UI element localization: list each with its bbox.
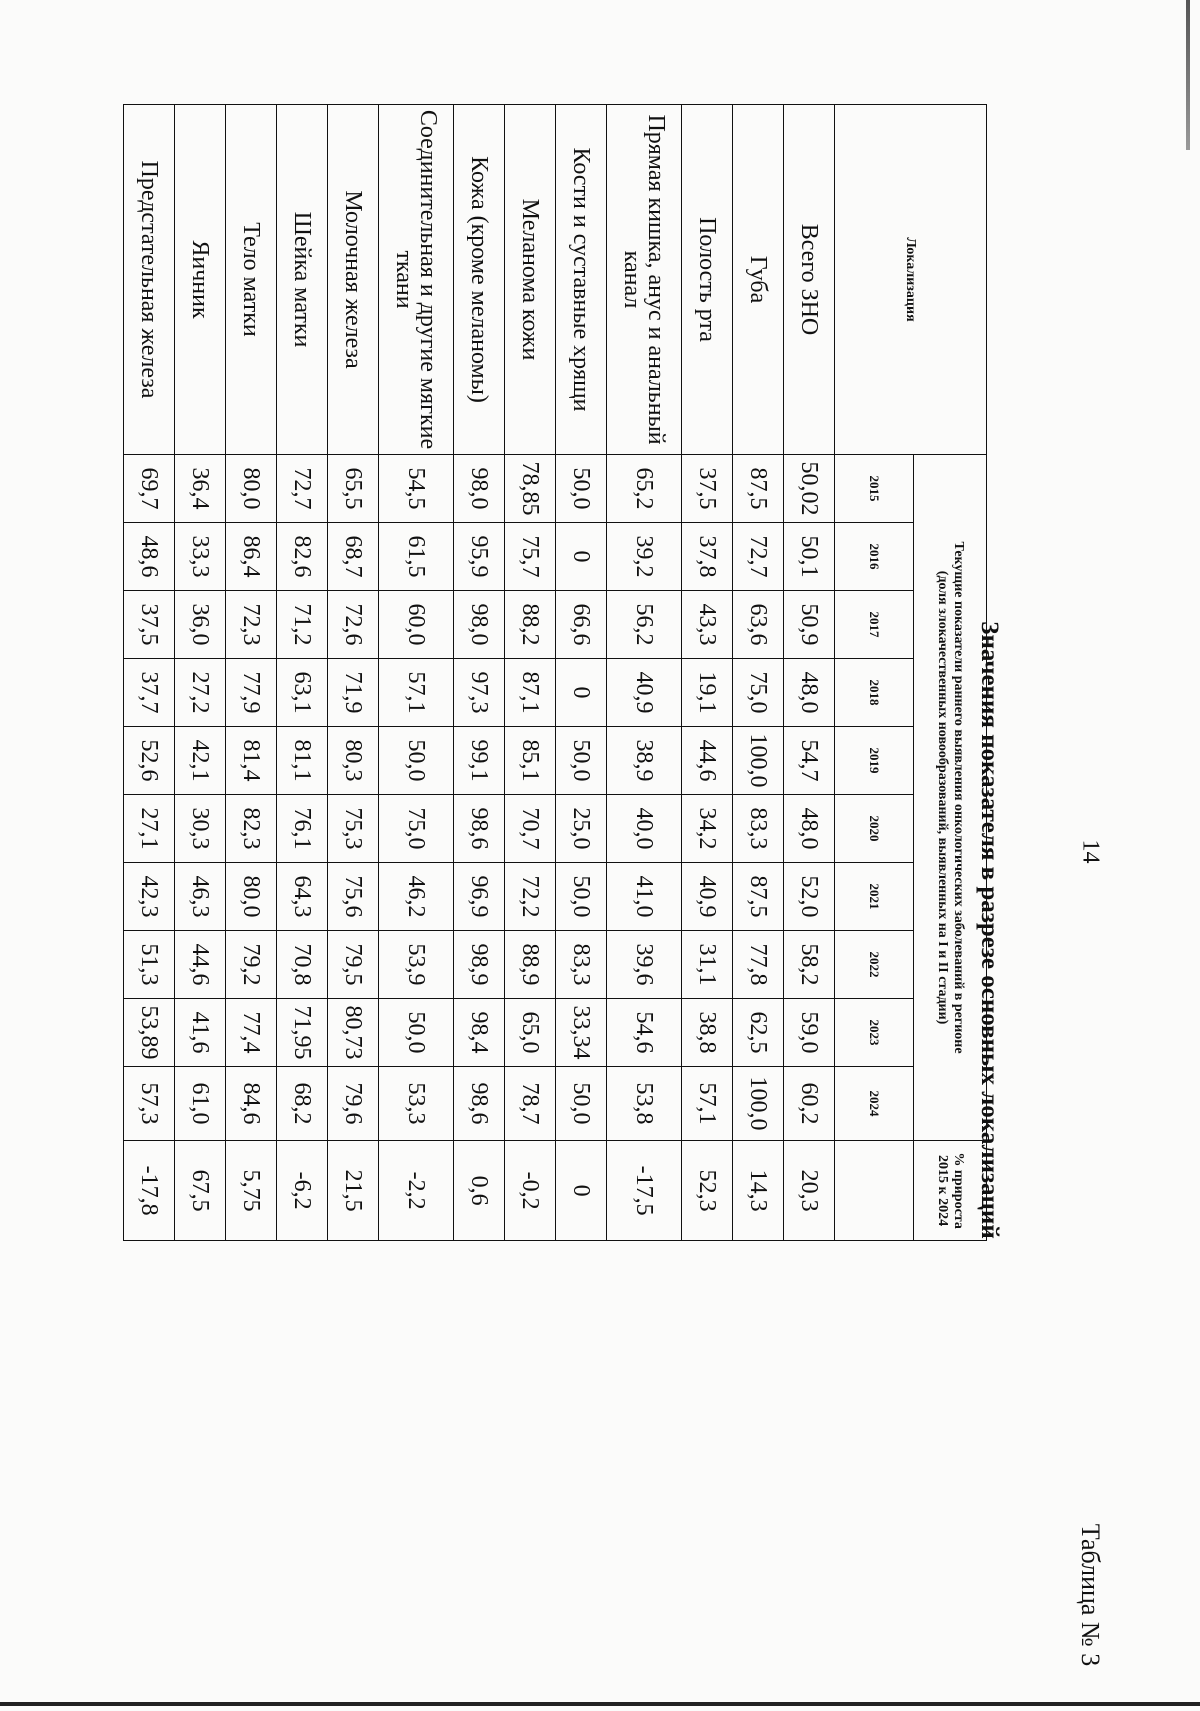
value-cell: 68,2 (277, 1067, 328, 1141)
value-cell: 50,1 (784, 523, 835, 591)
value-cell: 37,7 (124, 659, 175, 727)
value-cell: 80,0 (226, 863, 277, 931)
localization-cell: Меланома кожи (505, 105, 556, 455)
value-cell: 77,8 (733, 931, 784, 999)
value-cell: 60,2 (784, 1067, 835, 1141)
growth-cell: -0,2 (505, 1141, 556, 1241)
table-row (175, 105, 226, 1241)
localization-cell: Предстательная железа (124, 105, 175, 455)
value-cell: 59,0 (784, 999, 835, 1067)
year-header: 2021 (835, 863, 914, 931)
value-cell: 80,0 (226, 455, 277, 523)
value-cell: 98,6 (454, 1067, 505, 1141)
value-cell: 37,5 (682, 455, 733, 523)
value-cell: 65,2 (607, 455, 682, 523)
value-cell: 34,2 (682, 795, 733, 863)
value-cell: 57,3 (124, 1067, 175, 1141)
year-header: 2015 (835, 455, 914, 523)
value-cell: 0 (556, 659, 607, 727)
value-cell: 81,1 (277, 727, 328, 795)
value-cell: 40,9 (607, 659, 682, 727)
value-cell: 79,6 (328, 1067, 379, 1141)
year-header: 2019 (835, 727, 914, 795)
value-cell: 30,3 (175, 795, 226, 863)
value-cell: 63,6 (733, 591, 784, 659)
value-cell: 53,9 (379, 931, 454, 999)
table-row (556, 105, 607, 1241)
value-cell: 48,0 (784, 659, 835, 727)
value-cell: 48,6 (124, 523, 175, 591)
growth-cell: -2,2 (379, 1141, 454, 1241)
growth-cell: 52,3 (682, 1141, 733, 1241)
value-cell: 50,0 (556, 455, 607, 523)
value-cell: 79,5 (328, 931, 379, 999)
value-cell: 75,0 (379, 795, 454, 863)
value-cell: 87,1 (505, 659, 556, 727)
value-cell: 52,0 (784, 863, 835, 931)
value-cell: 83,3 (733, 795, 784, 863)
value-cell: 98,4 (454, 999, 505, 1067)
growth-cell: 5,75 (226, 1141, 277, 1241)
indicators-group-header-line2: (доля злокачественных новообразований, выявленных на I и II стадии) (935, 570, 950, 1025)
value-cell: 76,1 (277, 795, 328, 863)
value-cell: 19,1 (682, 659, 733, 727)
value-cell: 100,0 (733, 1067, 784, 1141)
value-cell: 98,0 (454, 455, 505, 523)
value-cell: 51,3 (124, 931, 175, 999)
localization-cell: Кожа (кроме меланомы) (454, 105, 505, 455)
value-cell: 95,9 (454, 523, 505, 591)
value-cell: 77,9 (226, 659, 277, 727)
value-cell: 41,6 (175, 999, 226, 1067)
value-cell: 80,3 (328, 727, 379, 795)
growth-cell: 0 (556, 1141, 607, 1241)
value-cell: 85,1 (505, 727, 556, 795)
localization-cell: Соединительная и другие мягкие ткани (379, 105, 454, 455)
value-cell: 65,0 (505, 999, 556, 1067)
table-row (607, 105, 682, 1241)
table-row (124, 105, 175, 1241)
value-cell: 53,8 (607, 1067, 682, 1141)
value-cell: 70,8 (277, 931, 328, 999)
value-cell: 56,2 (607, 591, 682, 659)
growth-cell: -17,5 (607, 1141, 682, 1241)
value-cell: 54,7 (784, 727, 835, 795)
value-cell: 68,7 (328, 523, 379, 591)
growth-cell: 67,5 (175, 1141, 226, 1241)
value-cell: 25,0 (556, 795, 607, 863)
table-row (733, 105, 784, 1241)
scan-bottom-edge (0, 1702, 1200, 1706)
value-cell: 87,5 (733, 863, 784, 931)
value-cell: 46,3 (175, 863, 226, 931)
value-cell: 58,2 (784, 931, 835, 999)
value-cell: 44,6 (682, 727, 733, 795)
value-cell: 69,7 (124, 455, 175, 523)
value-cell: 72,6 (328, 591, 379, 659)
value-cell: 33,34 (556, 999, 607, 1067)
value-cell: 57,1 (682, 1067, 733, 1141)
indicator-table (123, 104, 987, 1241)
table-row (328, 105, 379, 1241)
value-cell: 77,4 (226, 999, 277, 1067)
value-cell: 100,0 (733, 727, 784, 795)
value-cell: 36,0 (175, 591, 226, 659)
localization-cell: Яичник (175, 105, 226, 455)
value-cell: 40,0 (607, 795, 682, 863)
value-cell: 54,6 (607, 999, 682, 1067)
value-cell: 63,1 (277, 659, 328, 727)
value-cell: 81,4 (226, 727, 277, 795)
value-cell: 40,9 (682, 863, 733, 931)
value-cell: 71,9 (328, 659, 379, 727)
value-cell: 53,89 (124, 999, 175, 1067)
value-cell: 65,5 (328, 455, 379, 523)
growth-year-empty (835, 1141, 914, 1241)
value-cell: 79,2 (226, 931, 277, 999)
value-cell: 57,1 (379, 659, 454, 727)
growth-cell: 21,5 (328, 1141, 379, 1241)
localization-cell: Тело матки (226, 105, 277, 455)
value-cell: 62,5 (733, 999, 784, 1067)
value-cell: 50,0 (379, 999, 454, 1067)
value-cell: 78,7 (505, 1067, 556, 1141)
value-cell: 75,0 (733, 659, 784, 727)
value-cell: 46,2 (379, 863, 454, 931)
value-cell: 61,5 (379, 523, 454, 591)
value-cell: 82,6 (277, 523, 328, 591)
value-cell: 87,5 (733, 455, 784, 523)
value-cell: 33,3 (175, 523, 226, 591)
value-cell: 36,4 (175, 455, 226, 523)
value-cell: 72,7 (277, 455, 328, 523)
value-cell: 37,8 (682, 523, 733, 591)
value-cell: 44,6 (175, 931, 226, 999)
growth-cell: -17,8 (124, 1141, 175, 1241)
table-body (124, 105, 835, 1241)
table-row (784, 105, 835, 1241)
value-cell: 75,6 (328, 863, 379, 931)
value-cell: 41,0 (607, 863, 682, 931)
value-cell: 50,9 (784, 591, 835, 659)
page-number: 14 (1077, 839, 1104, 864)
value-cell: 39,6 (607, 931, 682, 999)
value-cell: 72,3 (226, 591, 277, 659)
growth-header (914, 1141, 987, 1241)
year-header: 2018 (835, 659, 914, 727)
indicators-group-header-line1: Текущие показатели раннего выявления онкологических заболеваний в регионе (951, 541, 966, 1054)
table-row (682, 105, 733, 1241)
table-label: Таблица № 3 (1076, 1523, 1105, 1667)
value-cell: 54,5 (379, 455, 454, 523)
value-cell: 50,0 (556, 1067, 607, 1141)
value-cell: 66,6 (556, 591, 607, 659)
growth-cell: 20,3 (784, 1141, 835, 1241)
value-cell: 98,6 (454, 795, 505, 863)
value-cell: 88,2 (505, 591, 556, 659)
rotated-document (97, 0, 1003, 1684)
value-cell: 71,95 (277, 999, 328, 1067)
year-header: 2016 (835, 523, 914, 591)
value-cell: 88,9 (505, 931, 556, 999)
localization-cell: Губа (733, 105, 784, 455)
localization-cell: Молочная железа (328, 105, 379, 455)
value-cell: 38,9 (607, 727, 682, 795)
value-cell: 83,3 (556, 931, 607, 999)
value-cell: 86,4 (226, 523, 277, 591)
value-cell: 27,2 (175, 659, 226, 727)
growth-cell: -6,2 (277, 1141, 328, 1241)
localization-cell: Полость рта (682, 105, 733, 455)
localization-header: Локализация (835, 105, 987, 455)
table-row (277, 105, 328, 1241)
value-cell: 43,3 (682, 591, 733, 659)
value-cell: 75,7 (505, 523, 556, 591)
value-cell: 98,9 (454, 931, 505, 999)
value-cell: 39,2 (607, 523, 682, 591)
value-cell: 72,7 (733, 523, 784, 591)
localization-cell: Всего ЗНО (784, 105, 835, 455)
table-row (505, 105, 556, 1241)
year-header: 2023 (835, 999, 914, 1067)
value-cell: 98,0 (454, 591, 505, 659)
value-cell: 50,02 (784, 455, 835, 523)
value-cell: 50,0 (556, 727, 607, 795)
table-row (226, 105, 277, 1241)
value-cell: 50,0 (379, 727, 454, 795)
scan-edge-mark (1186, 0, 1190, 150)
value-cell: 72,2 (505, 863, 556, 931)
value-cell: 78,85 (505, 455, 556, 523)
value-cell: 53,3 (379, 1067, 454, 1141)
indicators-group-header (914, 455, 987, 1141)
value-cell: 42,1 (175, 727, 226, 795)
growth-header-line2: 2015 к 2024 (935, 1155, 950, 1227)
value-cell: 52,6 (124, 727, 175, 795)
table-row (454, 105, 505, 1241)
value-cell: 97,3 (454, 659, 505, 727)
growth-cell: 0,6 (454, 1141, 505, 1241)
localization-cell: Шейка матки (277, 105, 328, 455)
value-cell: 31,1 (682, 931, 733, 999)
year-header: 2024 (835, 1067, 914, 1141)
value-cell: 61,0 (175, 1067, 226, 1141)
value-cell: 82,3 (226, 795, 277, 863)
value-cell: 37,5 (124, 591, 175, 659)
year-header: 2022 (835, 931, 914, 999)
value-cell: 84,6 (226, 1067, 277, 1141)
year-header: 2017 (835, 591, 914, 659)
value-cell: 99,1 (454, 727, 505, 795)
value-cell: 96,9 (454, 863, 505, 931)
value-cell: 0 (556, 523, 607, 591)
value-cell: 80,73 (328, 999, 379, 1067)
table-title: Значения показателя в разрезе основных локализаций (976, 621, 1003, 1239)
value-cell: 64,3 (277, 863, 328, 931)
value-cell: 75,3 (328, 795, 379, 863)
growth-cell: 14,3 (733, 1141, 784, 1241)
localization-cell: Прямая кишка, анус и анальный канал (607, 105, 682, 455)
value-cell: 70,7 (505, 795, 556, 863)
value-cell: 71,2 (277, 591, 328, 659)
table-row (379, 105, 454, 1241)
value-cell: 27,1 (124, 795, 175, 863)
localization-cell: Кости и суставные хрящи (556, 105, 607, 455)
header-row-1 (914, 105, 987, 1241)
growth-header-line1: % прироста (951, 1152, 966, 1229)
value-cell: 38,8 (682, 999, 733, 1067)
value-cell: 48,0 (784, 795, 835, 863)
year-header: 2020 (835, 795, 914, 863)
value-cell: 60,0 (379, 591, 454, 659)
value-cell: 42,3 (124, 863, 175, 931)
value-cell: 50,0 (556, 863, 607, 931)
